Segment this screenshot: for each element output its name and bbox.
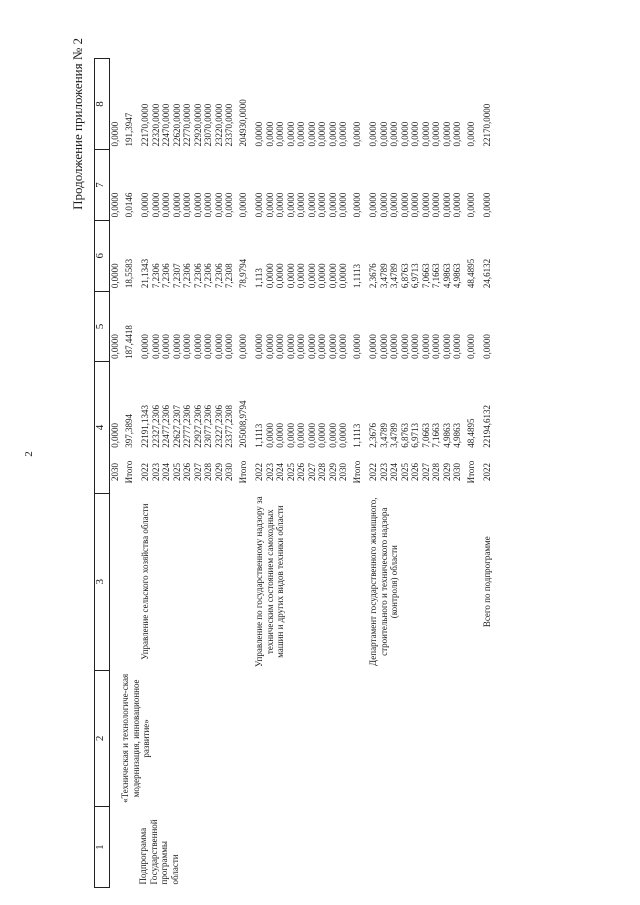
subprogram-label: Подпрограмма Государственной программы области bbox=[138, 819, 180, 885]
year-cell: 2023 bbox=[150, 463, 161, 482]
budget-table bbox=[94, 58, 493, 888]
value-cell-v8: 0,0000 bbox=[306, 121, 317, 147]
value-cell-v8: 0,0000 bbox=[452, 121, 462, 147]
value-cell-v4: 23077,2306 bbox=[203, 405, 213, 448]
value-cell-v7: 0,0000 bbox=[420, 192, 431, 218]
value-cell-v4: 397,3894 bbox=[123, 414, 134, 448]
value-cell-v7: 0,0000 bbox=[482, 192, 492, 218]
value-cell-v6: 7,2306 bbox=[161, 263, 171, 289]
value-cell-v4: 0,0000 bbox=[285, 423, 296, 448]
header-col-8: 8 bbox=[95, 59, 110, 150]
year-cell: 2022 bbox=[254, 463, 264, 482]
value-cell-v7: 0,0000 bbox=[441, 192, 452, 218]
page-number: 2 bbox=[23, 451, 35, 457]
value-cell-v8: 22170,0000 bbox=[482, 103, 492, 147]
value-cell-v4: 23377,2308 bbox=[224, 405, 234, 448]
value-cell-v5: 0,0000 bbox=[420, 334, 431, 359]
value-cell-v8: 0,0000 bbox=[327, 121, 338, 147]
value-cell-v4: 2,3676 bbox=[368, 423, 378, 448]
year-cell: 2029 bbox=[213, 463, 224, 482]
year-cell: 2026 bbox=[182, 463, 192, 482]
value-cell-v4: 22327,2306 bbox=[150, 405, 161, 448]
year-cell: 2024 bbox=[275, 463, 285, 482]
value-cell-v5: 0,0000 bbox=[254, 334, 264, 359]
value-cell-v6: 7,2308 bbox=[224, 263, 234, 289]
value-cell-v6: 7,2306 bbox=[213, 263, 224, 289]
header-col-5: 5 bbox=[95, 291, 110, 362]
value-cell-v6: 7,2307 bbox=[171, 263, 182, 289]
continuation-caption: Продолжение приложения № 2 bbox=[70, 38, 85, 210]
value-cell-v7: 0,0000 bbox=[224, 192, 234, 218]
header-col-3: 3 bbox=[95, 493, 110, 670]
year-cell: 2029 bbox=[327, 463, 338, 482]
value-cell-v7: 0,0000 bbox=[203, 192, 213, 218]
value-cell-v4: 0,0000 bbox=[264, 423, 275, 448]
value-cell-v4: 7,1663 bbox=[431, 423, 441, 448]
value-cell-v5: 0,0000 bbox=[161, 334, 171, 359]
value-cell-v4: 0,0000 bbox=[275, 423, 285, 448]
value-cell-v8: 23070,0000 bbox=[203, 103, 213, 147]
value-cell-v4: 1,1113 bbox=[351, 423, 362, 448]
value-cell-v7: 0,0000 bbox=[306, 192, 317, 218]
year-cell: 2025 bbox=[285, 463, 296, 482]
value-cell-v5: 0,0000 bbox=[150, 334, 161, 359]
value-cell-v6: 0,0000 bbox=[275, 263, 285, 289]
value-cell-v4: 3,4789 bbox=[378, 423, 389, 448]
header-row bbox=[95, 59, 110, 888]
value-cell-v5: 0,0000 bbox=[431, 334, 441, 359]
value-cell-v8: 0,0000 bbox=[296, 121, 306, 147]
value-cell-v7: 0,0000 bbox=[192, 192, 203, 218]
year-cell: 2030 bbox=[110, 463, 120, 482]
value-cell-v6: 0,0000 bbox=[306, 263, 317, 289]
value-cell-v6: 4,9863 bbox=[441, 263, 452, 289]
value-cell-v8: 0,0000 bbox=[351, 121, 362, 147]
value-cell-v5: 0,0000 bbox=[317, 334, 327, 359]
value-cell-v4: 22627,2307 bbox=[171, 405, 182, 448]
header-col-2: 2 bbox=[95, 670, 110, 806]
value-cell-v6: 1,1113 bbox=[351, 263, 362, 289]
year-cell: 2024 bbox=[389, 463, 399, 482]
value-cell-v7: 0,0000 bbox=[150, 192, 161, 218]
value-cell-v8: 0,0000 bbox=[410, 121, 420, 147]
year-cell: 2030 bbox=[338, 463, 348, 482]
value-cell-v6: 7,1663 bbox=[431, 263, 441, 289]
year-cell: 2025 bbox=[171, 463, 182, 482]
year-cell: 2028 bbox=[203, 463, 213, 482]
value-cell-v4: 7,0663 bbox=[420, 423, 431, 448]
year-cell: 2022 bbox=[140, 463, 150, 482]
executor-cell: Департамент государственного жилищного, строительного и технического надзора (контроля) области bbox=[368, 497, 399, 666]
value-cell-v8: 22320,0000 bbox=[150, 103, 161, 147]
value-cell-v5: 0,0000 bbox=[452, 334, 462, 359]
value-cell-v5: 0,0000 bbox=[285, 334, 296, 359]
executor-cell: Управление сельского хозяйства области bbox=[140, 503, 150, 660]
value-cell-v6: 24,6132 bbox=[482, 258, 492, 289]
value-cell-v5: 0,0000 bbox=[192, 334, 203, 359]
year-cell: 2025 bbox=[399, 463, 410, 482]
value-cell-v6: 18,5583 bbox=[123, 258, 134, 289]
value-cell-v7: 0,0000 bbox=[140, 192, 150, 218]
value-cell-v8: 0,0000 bbox=[420, 121, 431, 147]
value-cell-v8: 0,0000 bbox=[378, 121, 389, 147]
year-cell: 2026 bbox=[296, 463, 306, 482]
value-cell-v6: 78,9794 bbox=[237, 258, 248, 289]
value-cell-v5: 0,0000 bbox=[410, 334, 420, 359]
subprogram-name: «Техническая и технологиче-ская модернизация, инновационное развитие» bbox=[120, 673, 151, 803]
value-cell-v6: 3,4789 bbox=[389, 263, 399, 289]
value-cell-v5: 0,0000 bbox=[213, 334, 224, 359]
value-cell-v8: 22770,0000 bbox=[182, 103, 192, 147]
year-cell: 2027 bbox=[420, 463, 431, 482]
value-cell-v6: 0,0000 bbox=[296, 263, 306, 289]
value-cell-v4: 6,9713 bbox=[410, 423, 420, 448]
value-cell-v6: 7,2306 bbox=[192, 263, 203, 289]
value-cell-v5: 0,0000 bbox=[203, 334, 213, 359]
value-cell-v8: 22470,0000 bbox=[161, 103, 171, 147]
value-cell-v5: 0,0000 bbox=[441, 334, 452, 359]
year-cell: 2028 bbox=[317, 463, 327, 482]
value-cell-v6: 7,2306 bbox=[203, 263, 213, 289]
value-cell-v6: 21,1343 bbox=[140, 258, 150, 289]
year-cell: 2027 bbox=[306, 463, 317, 482]
value-cell-v7: 0,0000 bbox=[431, 192, 441, 218]
value-cell-v5: 0,0000 bbox=[275, 334, 285, 359]
value-cell-v8: 0,0000 bbox=[285, 121, 296, 147]
value-cell-v4: 22777,2306 bbox=[182, 405, 192, 448]
year-cell: Итого bbox=[237, 460, 248, 484]
header-col-7: 7 bbox=[95, 150, 110, 221]
year-cell: 2030 bbox=[452, 463, 462, 482]
header-col-6: 6 bbox=[95, 220, 110, 291]
value-cell-v5: 0,0000 bbox=[368, 334, 378, 359]
value-cell-v8: 0,0000 bbox=[338, 121, 348, 147]
value-cell-v6: 0,0000 bbox=[327, 263, 338, 289]
value-cell-v6: 1,113 bbox=[254, 268, 264, 289]
table-body bbox=[110, 59, 493, 888]
value-cell-v6: 0,0000 bbox=[317, 263, 327, 289]
value-cell-v8: 22620,0000 bbox=[171, 103, 182, 147]
value-cell-v4: 4,9863 bbox=[452, 423, 462, 448]
value-cell-v4: 0,0000 bbox=[296, 423, 306, 448]
value-cell-v8: 0,0000 bbox=[110, 121, 120, 147]
year-cell: 2029 bbox=[441, 463, 452, 482]
year-cell: 2030 bbox=[224, 463, 234, 482]
value-cell-v8: 0,0000 bbox=[431, 121, 441, 147]
value-cell-v7: 0,0000 bbox=[327, 192, 338, 218]
value-cell-v7: 0,0000 bbox=[182, 192, 192, 218]
value-cell-v5: 0,0000 bbox=[327, 334, 338, 359]
value-cell-v5: 0,0000 bbox=[399, 334, 410, 359]
value-cell-v4: 0,0000 bbox=[306, 423, 317, 448]
value-cell-v6: 0,0000 bbox=[264, 263, 275, 289]
value-cell-v8: 0,0000 bbox=[317, 121, 327, 147]
value-cell-v8: 0,0000 bbox=[275, 121, 285, 147]
value-cell-v8: 204930,0000 bbox=[237, 99, 248, 147]
value-cell-v8: 23220,0000 bbox=[213, 103, 224, 147]
value-cell-v5: 0,0000 bbox=[140, 334, 150, 359]
value-cell-v5: 0,0000 bbox=[351, 334, 362, 359]
value-cell-v4: 22194,6132 bbox=[482, 405, 492, 448]
value-cell-v6: 2,3676 bbox=[368, 263, 378, 289]
value-cell-v8: 22170,0000 bbox=[140, 103, 150, 147]
table-row bbox=[110, 59, 121, 888]
value-cell-v4: 0,0000 bbox=[338, 423, 348, 448]
value-cell-v7: 0,0000 bbox=[254, 192, 264, 218]
value-cell-v6: 0,0000 bbox=[285, 263, 296, 289]
value-cell-v7: 0,0000 bbox=[399, 192, 410, 218]
value-cell-v5: 0,0000 bbox=[110, 334, 120, 359]
value-cell-v4: 22191,1343 bbox=[140, 405, 150, 448]
value-cell-v4: 0,0000 bbox=[327, 423, 338, 448]
year-cell: 2024 bbox=[161, 463, 171, 482]
value-cell-v4: 48,4895 bbox=[465, 418, 476, 448]
value-cell-v6: 6,9713 bbox=[410, 263, 420, 289]
year-cell: 2023 bbox=[378, 463, 389, 482]
executor-cell: Управление по государственному надзору за техническим состоянием самоходных машин и других видов техники области bbox=[254, 496, 285, 668]
value-cell-v6: 0,0000 bbox=[110, 263, 120, 289]
value-cell-v6: 6,8763 bbox=[399, 263, 410, 289]
value-cell-v4: 22477,2306 bbox=[161, 405, 171, 448]
value-cell-v7: 0,0000 bbox=[237, 192, 248, 218]
year-cell: Итого bbox=[465, 460, 476, 484]
value-cell-v4: 205008,9794 bbox=[237, 400, 248, 448]
value-cell-v7: 0,0000 bbox=[378, 192, 389, 218]
year-cell: Итого bbox=[351, 460, 362, 484]
value-cell-v4: 22927,2306 bbox=[192, 405, 203, 448]
value-cell-v7: 0,0146 bbox=[123, 192, 134, 218]
year-cell: 2022 bbox=[368, 463, 378, 482]
value-cell-v4: 1,1113 bbox=[254, 423, 264, 448]
value-cell-v5: 0,0000 bbox=[306, 334, 317, 359]
value-cell-v6: 7,2306 bbox=[150, 263, 161, 289]
value-cell-v8: 0,0000 bbox=[441, 121, 452, 147]
value-cell-v5: 0,0000 bbox=[182, 334, 192, 359]
value-cell-v5: 187,4418 bbox=[123, 325, 134, 359]
value-cell-v6: 7,0663 bbox=[420, 263, 431, 289]
value-cell-v7: 0,0000 bbox=[161, 192, 171, 218]
year-cell: 2027 bbox=[192, 463, 203, 482]
value-cell-v7: 0,0000 bbox=[110, 192, 120, 218]
value-cell-v4: 0,0000 bbox=[110, 423, 120, 448]
value-cell-v5: 0,0000 bbox=[171, 334, 182, 359]
value-cell-v8: 0,0000 bbox=[264, 121, 275, 147]
value-cell-v4: 3,4789 bbox=[389, 423, 399, 448]
value-cell-v8: 0,0000 bbox=[465, 121, 476, 147]
executor-cell bbox=[110, 493, 135, 670]
value-cell-v5: 0,0000 bbox=[264, 334, 275, 359]
value-cell-v6: 3,4789 bbox=[378, 263, 389, 289]
value-cell-v7: 0,0000 bbox=[368, 192, 378, 218]
value-cell-v7: 0,0000 bbox=[410, 192, 420, 218]
value-cell-v7: 0,0000 bbox=[285, 192, 296, 218]
value-cell-v8: 0,0000 bbox=[254, 121, 264, 147]
value-cell-v5: 0,0000 bbox=[465, 334, 476, 359]
value-cell-v7: 0,0000 bbox=[213, 192, 224, 218]
year-cell: 2022 bbox=[482, 463, 492, 482]
value-cell-v8: 0,0000 bbox=[368, 121, 378, 147]
value-cell-v7: 0,0000 bbox=[171, 192, 182, 218]
value-cell-v5: 0,0000 bbox=[378, 334, 389, 359]
value-cell-v8: 0,0000 bbox=[399, 121, 410, 147]
header-col-1: 1 bbox=[95, 807, 110, 888]
value-cell-v6: 4,9863 bbox=[452, 263, 462, 289]
value-cell-v4: 4,9863 bbox=[441, 423, 452, 448]
value-cell-v7: 0,0000 bbox=[338, 192, 348, 218]
value-cell-v7: 0,0000 bbox=[465, 192, 476, 218]
value-cell-v8: 0,0000 bbox=[389, 121, 399, 147]
value-cell-v4: 23227,2306 bbox=[213, 405, 224, 448]
value-cell-v5: 0,0000 bbox=[389, 334, 399, 359]
value-cell-v4: 6,8763 bbox=[399, 423, 410, 448]
value-cell-v5: 0,0000 bbox=[482, 334, 492, 359]
value-cell-v5: 0,0000 bbox=[237, 334, 248, 359]
value-cell-v6: 48,4895 bbox=[465, 258, 476, 289]
value-cell-v7: 0,0000 bbox=[351, 192, 362, 218]
year-cell: 2028 bbox=[431, 463, 441, 482]
value-cell-v7: 0,0000 bbox=[264, 192, 275, 218]
executor-cell: Всего по подпрограмме bbox=[482, 536, 492, 628]
value-cell-v6: 0,0000 bbox=[338, 263, 348, 289]
value-cell-v7: 0,0000 bbox=[389, 192, 399, 218]
year-cell: Итого bbox=[123, 460, 134, 484]
value-cell-v7: 0,0000 bbox=[275, 192, 285, 218]
value-cell-v7: 0,0000 bbox=[296, 192, 306, 218]
value-cell-v7: 0,0000 bbox=[452, 192, 462, 218]
value-cell-v8: 23370,0000 bbox=[224, 103, 234, 147]
value-cell-v6: 7,2306 bbox=[182, 263, 192, 289]
year-cell: 2026 bbox=[410, 463, 420, 482]
value-cell-v5: 0,0000 bbox=[338, 334, 348, 359]
value-cell-v5: 0,0000 bbox=[224, 334, 234, 359]
value-cell-v4: 0,0000 bbox=[317, 423, 327, 448]
value-cell-v8: 191,3947 bbox=[123, 112, 134, 147]
rotated-page bbox=[70, 18, 600, 888]
value-cell-v7: 0,0000 bbox=[317, 192, 327, 218]
value-cell-v8: 22920,0000 bbox=[192, 103, 203, 147]
value-cell-v5: 0,0000 bbox=[296, 334, 306, 359]
header-col-4: 4 bbox=[95, 362, 110, 493]
year-cell: 2023 bbox=[264, 463, 275, 482]
